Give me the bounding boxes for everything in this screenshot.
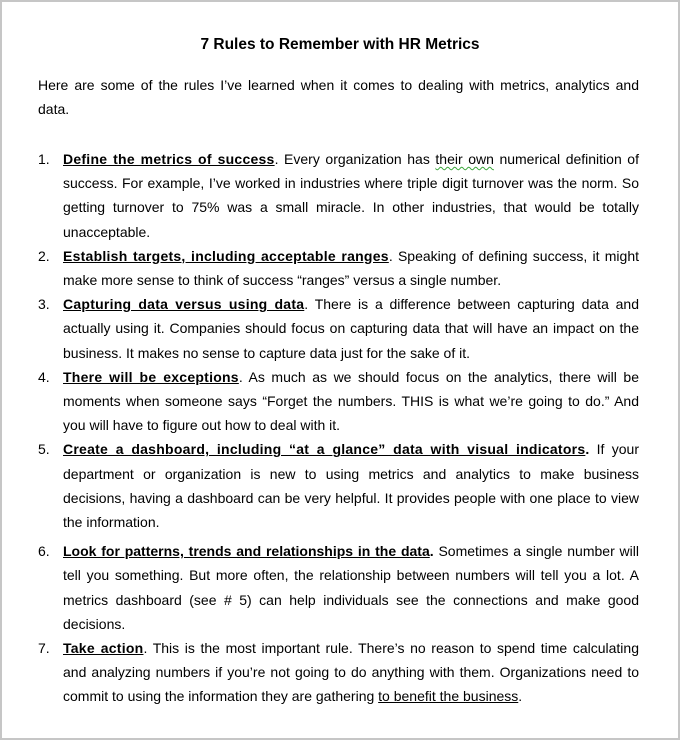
rule-item-5 xyxy=(38,437,639,534)
rule-title-punct: . xyxy=(274,151,279,167)
rule-body: Sometimes a single number will tell you something. But more often, the relationship between numbers will tell you a lot. A metrics dashboard (see # 5) can help individuals see the connections and make good decisions. xyxy=(63,543,639,632)
rule-number: 1. xyxy=(38,151,50,167)
rule-title: Take action xyxy=(63,640,144,657)
rule-body: As much as we should focus on the analytics, there will be moments when someone says “Forget the numbers. THIS is what we’re going to do.” And you will have to figure out how to deal with it. xyxy=(63,368,639,434)
rules-list xyxy=(38,147,639,709)
rule-title: Look for patterns, trends and relationships in the data xyxy=(63,543,430,560)
rule-body: Speaking of defining success, it might make more sense to think of success “ranges” versus a single number. xyxy=(63,247,639,289)
document-title: 7 Rules to Remember with HR Metrics xyxy=(200,36,480,53)
rule-item-7 xyxy=(38,636,639,709)
rule-title-punct: . xyxy=(388,247,393,264)
rule-number: 3. xyxy=(38,296,50,313)
rule-title-punct: . xyxy=(238,368,243,385)
intro-paragraph: Here are some of the rules I’ve learned when it comes to dealing with metrics, analytics and data. xyxy=(38,77,639,117)
rule-body: There is a difference between capturing data and actually using it. Companies should focus on capturing data that will have an impact on the business. It makes no sense to capture data just for the sake of it. xyxy=(63,296,639,361)
rule-body: If your department or organization is new to using metrics and analytics to make business decisions, having a dashboard can be very helpful. It provides people with one place to view the information. xyxy=(63,441,640,531)
rule-title-punct: . xyxy=(304,296,309,313)
rule-number: 5. xyxy=(38,441,50,458)
rule-item-6 xyxy=(38,539,639,636)
rule-body: Every organization has xyxy=(278,151,436,167)
rule-item-4 xyxy=(38,365,639,438)
rule-number: 4. xyxy=(38,368,50,385)
rule-number: 6. xyxy=(38,543,50,560)
rule-title: There will be exceptions xyxy=(63,368,239,385)
rule-title-punct: . xyxy=(143,640,148,657)
rule-item-1 xyxy=(38,147,639,244)
rule-title: Capturing data versus using data xyxy=(63,296,305,313)
underlined-phrase: to benefit the business xyxy=(378,688,519,705)
rule-body-end: . xyxy=(518,688,523,705)
rule-title-punct: . xyxy=(585,441,590,458)
rule-number: 2. xyxy=(38,247,50,264)
grammar-flagged-text[interactable]: their own xyxy=(435,151,494,167)
rule-item-2 xyxy=(38,244,639,292)
rule-title: Define the metrics of success xyxy=(63,151,275,167)
rule-title-punct: . xyxy=(429,543,434,560)
rule-number: 7. xyxy=(38,640,50,657)
rule-body: This is the most important rule. There’s no reason to spend time calculating and analyzing numbers if you’re not going to do anything with them. Organizations need to commit to using the information they are gathering xyxy=(63,640,639,705)
rule-title: Create a dashboard, including “at a glance” data with visual indicators xyxy=(63,441,586,458)
rule-item-3 xyxy=(38,292,639,365)
rule-title: Establish targets, including acceptable ranges xyxy=(63,247,389,264)
rule-body-continued: numerical definition of success. For example, I’ve worked in industries where triple digit turnover was the norm. So getting turnover to 75% was a small miracle. In other industries, that would be totally unacceptable. xyxy=(63,151,639,240)
